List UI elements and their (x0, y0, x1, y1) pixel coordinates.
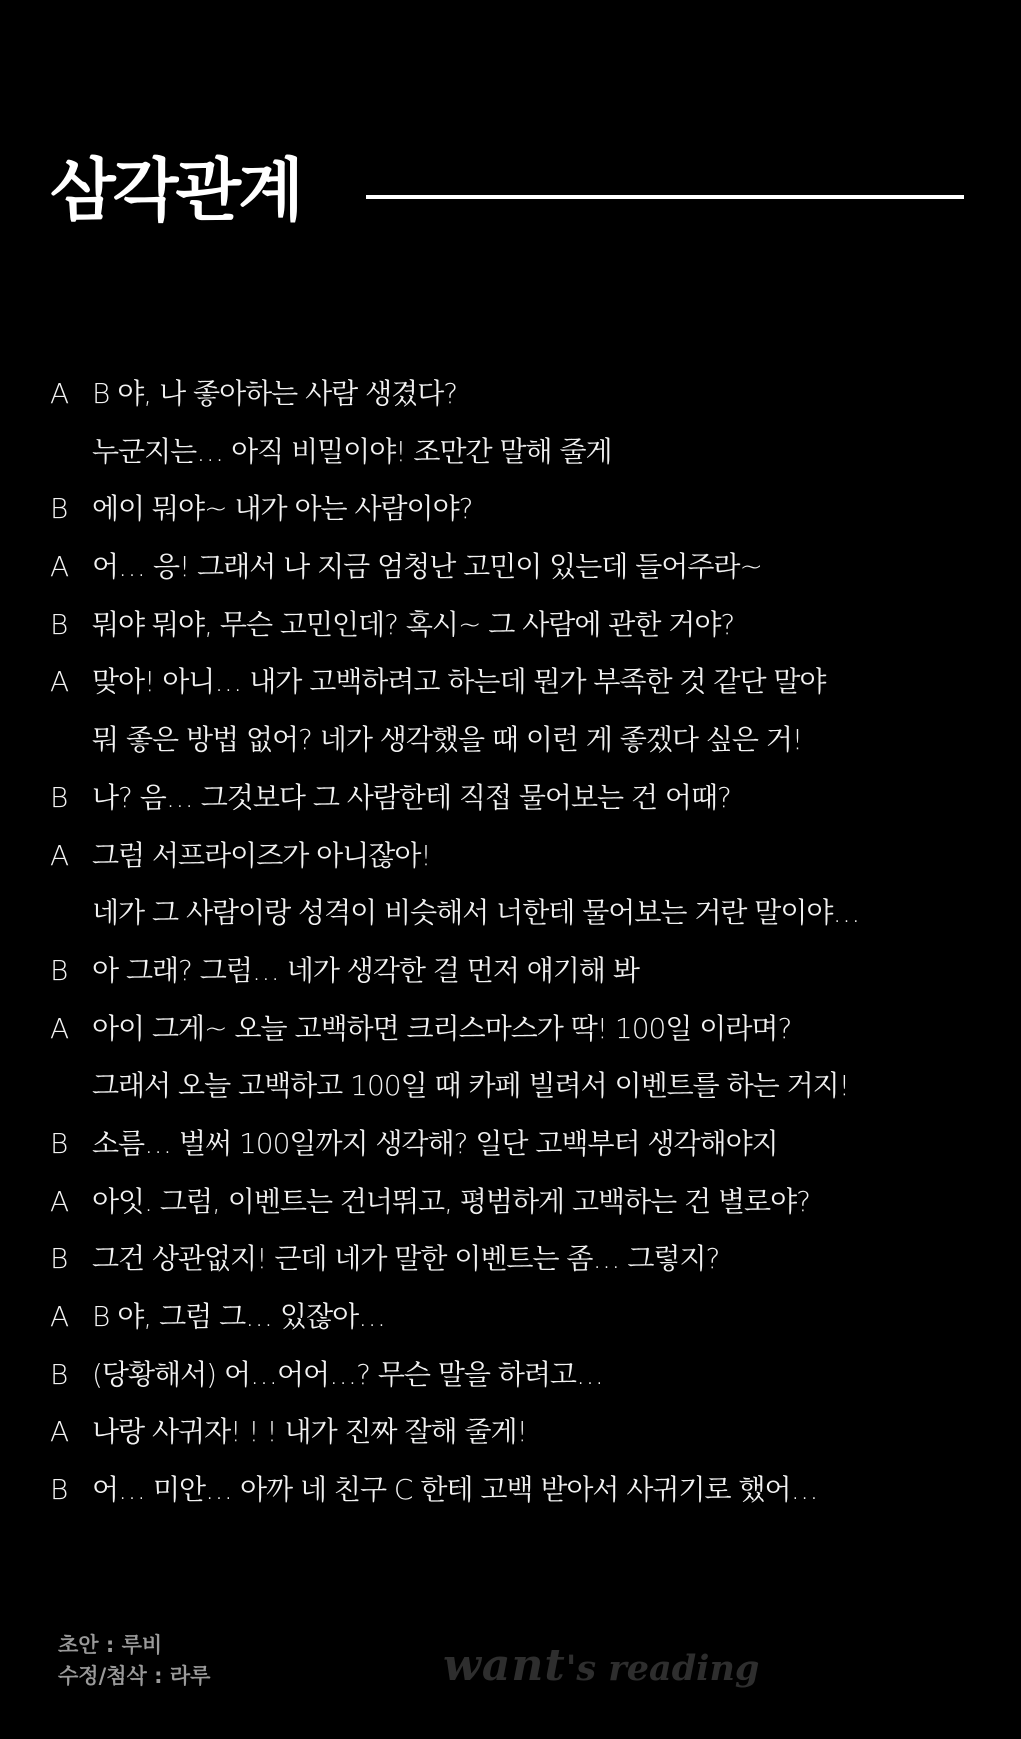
speaker-label: A (50, 1184, 69, 1218)
speaker-label: B (50, 953, 68, 987)
credit-draft: 초안 : 루비 (58, 1633, 163, 1657)
dialogue-text: 아잇. 그럼, 이벤트는 건너뛰고, 평범하게 고백하는 건 별로야? (92, 1184, 811, 1218)
logo-suffix: 's reading (565, 1648, 760, 1689)
dialogue-line (50, 1173, 980, 1231)
dialogue-text: 누군지는… 아직 비밀이야! 조만간 말해 줄게 (92, 434, 612, 468)
dialogue-line (50, 1403, 980, 1461)
dialogue-line (50, 538, 980, 596)
dialogue-line (50, 827, 980, 885)
dialogue-text: 그건 상관없지! 근데 네가 말한 이벤트는 좀… 그렇지? (92, 1242, 720, 1276)
dialogue-line (50, 884, 980, 942)
dialogue-line (50, 365, 980, 423)
dialogue-text: B 야, 그럼 그… 있잖아… (92, 1300, 386, 1333)
dialogue-text: 뭐야 뭐야, 무슨 고민인데? 혹시~ 그 사람에 관한 거야? (92, 607, 735, 641)
speaker-label: B (50, 1242, 68, 1276)
dialogue-text: B 야, 나 좋아하는 사람 생겼다? (92, 377, 458, 410)
speaker-label: B (50, 1126, 68, 1160)
page-title: 삼각관계 (50, 152, 301, 231)
speaker-label: B (50, 492, 68, 526)
dialogue-text: 그럼 서프라이즈가 아니잖아! (92, 838, 431, 872)
dialogue-text: 네가 그 사람이랑 성격이 비슷해서 너한테 물어보는 거란 말이야… (92, 896, 860, 930)
logo-main: want (443, 1640, 566, 1691)
dialogue-line (50, 1115, 980, 1173)
dialogue-text: 그래서 오늘 고백하고 100일 때 카페 빌려서 이벤트를 하는 거지! (92, 1069, 849, 1103)
brand-logo (443, 1640, 759, 1691)
dialogue-line (50, 1346, 980, 1404)
dialogue-text: 어… 응! 그래서 나 지금 엄청난 고민이 있는데 들어주라~ (92, 550, 762, 584)
speaker-label: A (50, 377, 69, 410)
speaker-label: A (50, 665, 69, 699)
speaker-label: B (50, 1357, 68, 1391)
speaker-label: B (50, 607, 68, 641)
speaker-label: B (50, 1473, 68, 1507)
dialogue-text: 아 그래? 그럼… 네가 생각한 걸 먼저 얘기해 봐 (92, 953, 639, 987)
speaker-label: A (50, 1415, 69, 1449)
dialogue-line (50, 711, 980, 769)
dialogue-text: 소름… 벌써 100일까지 생각해? 일단 고백부터 생각해야지 (92, 1126, 778, 1160)
dialogue-line (50, 1230, 980, 1288)
credits (58, 1630, 210, 1692)
dialogue-text: 나? 음… 그것보다 그 사람한테 직접 물어보는 건 어때? (92, 780, 731, 814)
dialogue-text: (당황해서) 어…어어…? 무슨 말을 하려고… (92, 1357, 603, 1391)
dialogue-line (50, 480, 980, 538)
speaker-label: A (50, 838, 69, 872)
dialogue-line (50, 653, 980, 711)
dialogue-list (50, 365, 980, 1519)
speaker-label: A (50, 1011, 69, 1045)
dialogue-text: 뭐 좋은 방법 없어? 네가 생각했을 때 이런 게 좋겠다 싶은 거! (92, 723, 803, 757)
credit-revision: 수정/첨삭 : 라루 (58, 1664, 211, 1688)
dialogue-line (50, 942, 980, 1000)
speaker-label: A (50, 550, 69, 584)
dialogue-text: 어… 미안… 아까 네 친구 C 한테 고백 받아서 사귀기로 했어… (92, 1473, 818, 1507)
speaker-label: A (50, 1300, 69, 1333)
dialogue-line (50, 596, 980, 654)
dialogue-line (50, 423, 980, 481)
dialogue-line (50, 1288, 980, 1346)
dialogue-line (50, 1057, 980, 1115)
dialogue-text: 맞아! 아니… 내가 고백하려고 하는데 뭔가 부족한 것 같단 말야 (92, 665, 826, 699)
dialogue-text: 나랑 사귀자! ! ! 내가 진짜 잘해 줄게! (92, 1415, 527, 1449)
dialogue-line (50, 1461, 980, 1519)
dialogue-line (50, 1000, 980, 1058)
dialogue-line (50, 769, 980, 827)
dialogue-text: 아이 그게~ 오늘 고백하면 크리스마스가 딱! 100일 이라며? (92, 1011, 792, 1045)
title-divider (366, 195, 964, 199)
speaker-label: B (50, 780, 68, 814)
dialogue-text: 에이 뭐야~ 내가 아는 사람이야? (92, 492, 473, 526)
